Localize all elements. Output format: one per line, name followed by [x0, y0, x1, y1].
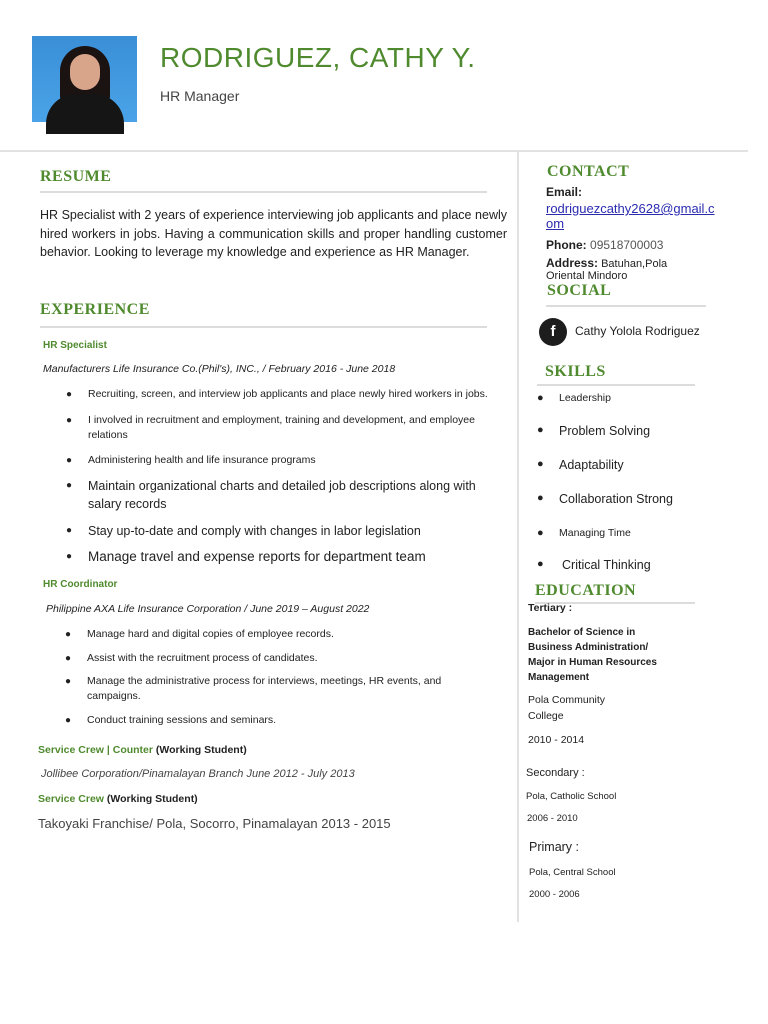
email-link[interactable]: rodriguezcathy2628@gmail.c om: [546, 201, 715, 231]
job-company: Manufacturers Life Insurance Co.(Phil's), INC., / February 2016 - June 2018: [43, 363, 396, 375]
secondary-years: 2006 - 2010: [527, 813, 578, 824]
candidate-name: RODRIGUEZ, CATHY Y.: [160, 42, 476, 73]
social-heading: SOCIAL: [547, 282, 612, 299]
list-item: ● Manage hard and digital copies of employee records.: [65, 628, 334, 640]
skill-item: ● Managing Time: [537, 527, 631, 539]
primary-label: Primary :: [529, 840, 579, 854]
skill-item: ● Leadership: [537, 392, 611, 404]
skills-heading: SKILLS: [545, 363, 606, 380]
list-item: ● Administering health and life insurance programs: [66, 454, 316, 466]
column-divider: [517, 152, 519, 922]
candidate-role: HR Manager: [160, 88, 240, 104]
facebook-icon[interactable]: f: [539, 318, 567, 346]
resume-summary: HR Specialist with 2 years of experience interviewing job applicants and place newly hired workers in jobs. Having a communication skills and proper handling customer behavior. Looking to leverage my knowledge and experience as HR Manager.: [40, 208, 507, 259]
profile-photo: [32, 36, 137, 122]
primary-years: 2000 - 2006: [529, 889, 580, 900]
list-item: ● Stay up-to-date and comply with changes in labor legislation: [66, 524, 421, 538]
list-item: ● Assist with the recruitment process of candidates.: [65, 652, 318, 664]
address-line: Address: Batuhan,Pola Oriental Mindoro: [546, 256, 668, 282]
skill-item: ● Problem Solving: [537, 424, 651, 438]
social-rule: [546, 305, 706, 307]
list-item: ● Manage travel and expense reports for department team: [66, 549, 426, 564]
social-name[interactable]: Cathy Yolola Rodriguez: [575, 324, 700, 338]
list-item: ● I involved in recruitment and employment, training and development, and employee relations: [66, 414, 475, 441]
education-heading: EDUCATION: [535, 582, 637, 599]
secondary-school: Pola, Catholic School: [526, 791, 617, 802]
tertiary-label: Tertiary :: [528, 602, 573, 614]
list-item: ● Recruiting, screen, and interview job applicants and place newly hired workers in jobs.: [66, 388, 488, 400]
job-duties-list: [66, 387, 508, 566]
list-item: ● Manage the administrative process for interviews, meetings, HR events, and campaigns.: [65, 675, 442, 702]
resume-rule: [40, 191, 487, 193]
primary-school: Pola, Central School: [529, 867, 616, 878]
list-item: ● Conduct training sessions and seminars.: [65, 714, 277, 726]
skill-item: ● Critical Thinking: [537, 558, 651, 572]
phone-line: Phone: 09518700003: [546, 238, 664, 252]
crew-company-2: Takoyaki Franchise/ Pola, Socorro, Pinamalayan 2013 - 2015: [38, 816, 391, 831]
secondary-label: Secondary :: [526, 767, 585, 779]
header-divider: [0, 150, 748, 152]
college-name: Pola Community College: [528, 694, 606, 722]
skills-rule: [537, 384, 695, 386]
job-duties-list: [65, 627, 487, 728]
crew-job-1: Service Crew | Counter (Working Student): [38, 744, 247, 756]
email-label: Email:: [546, 185, 583, 199]
experience-heading: EXPERIENCE: [40, 301, 150, 318]
contact-heading: CONTACT: [547, 163, 630, 180]
crew-job-2: Service Crew (Working Student): [38, 793, 198, 805]
job-company: Philippine AXA Life Insurance Corporation / June 2019 – August 2022: [46, 603, 370, 615]
college-years: 2010 - 2014: [528, 734, 585, 746]
degree: Bachelor of Science in Business Administration/ Major in Human Resources Management: [528, 627, 657, 683]
skill-item: ● Collaboration Strong: [537, 492, 673, 506]
list-item: ● Maintain organizational charts and detailed job descriptions along with salary records: [66, 479, 476, 511]
job-title: HR Coordinator: [43, 579, 118, 590]
experience-rule: [40, 326, 487, 328]
job-title: HR Specialist: [43, 340, 107, 351]
resume-heading: RESUME: [40, 168, 112, 185]
skill-item: ● Adaptability: [537, 458, 624, 472]
crew-company-1: Jollibee Corporation/Pinamalayan Branch June 2012 - July 2013: [41, 768, 355, 780]
